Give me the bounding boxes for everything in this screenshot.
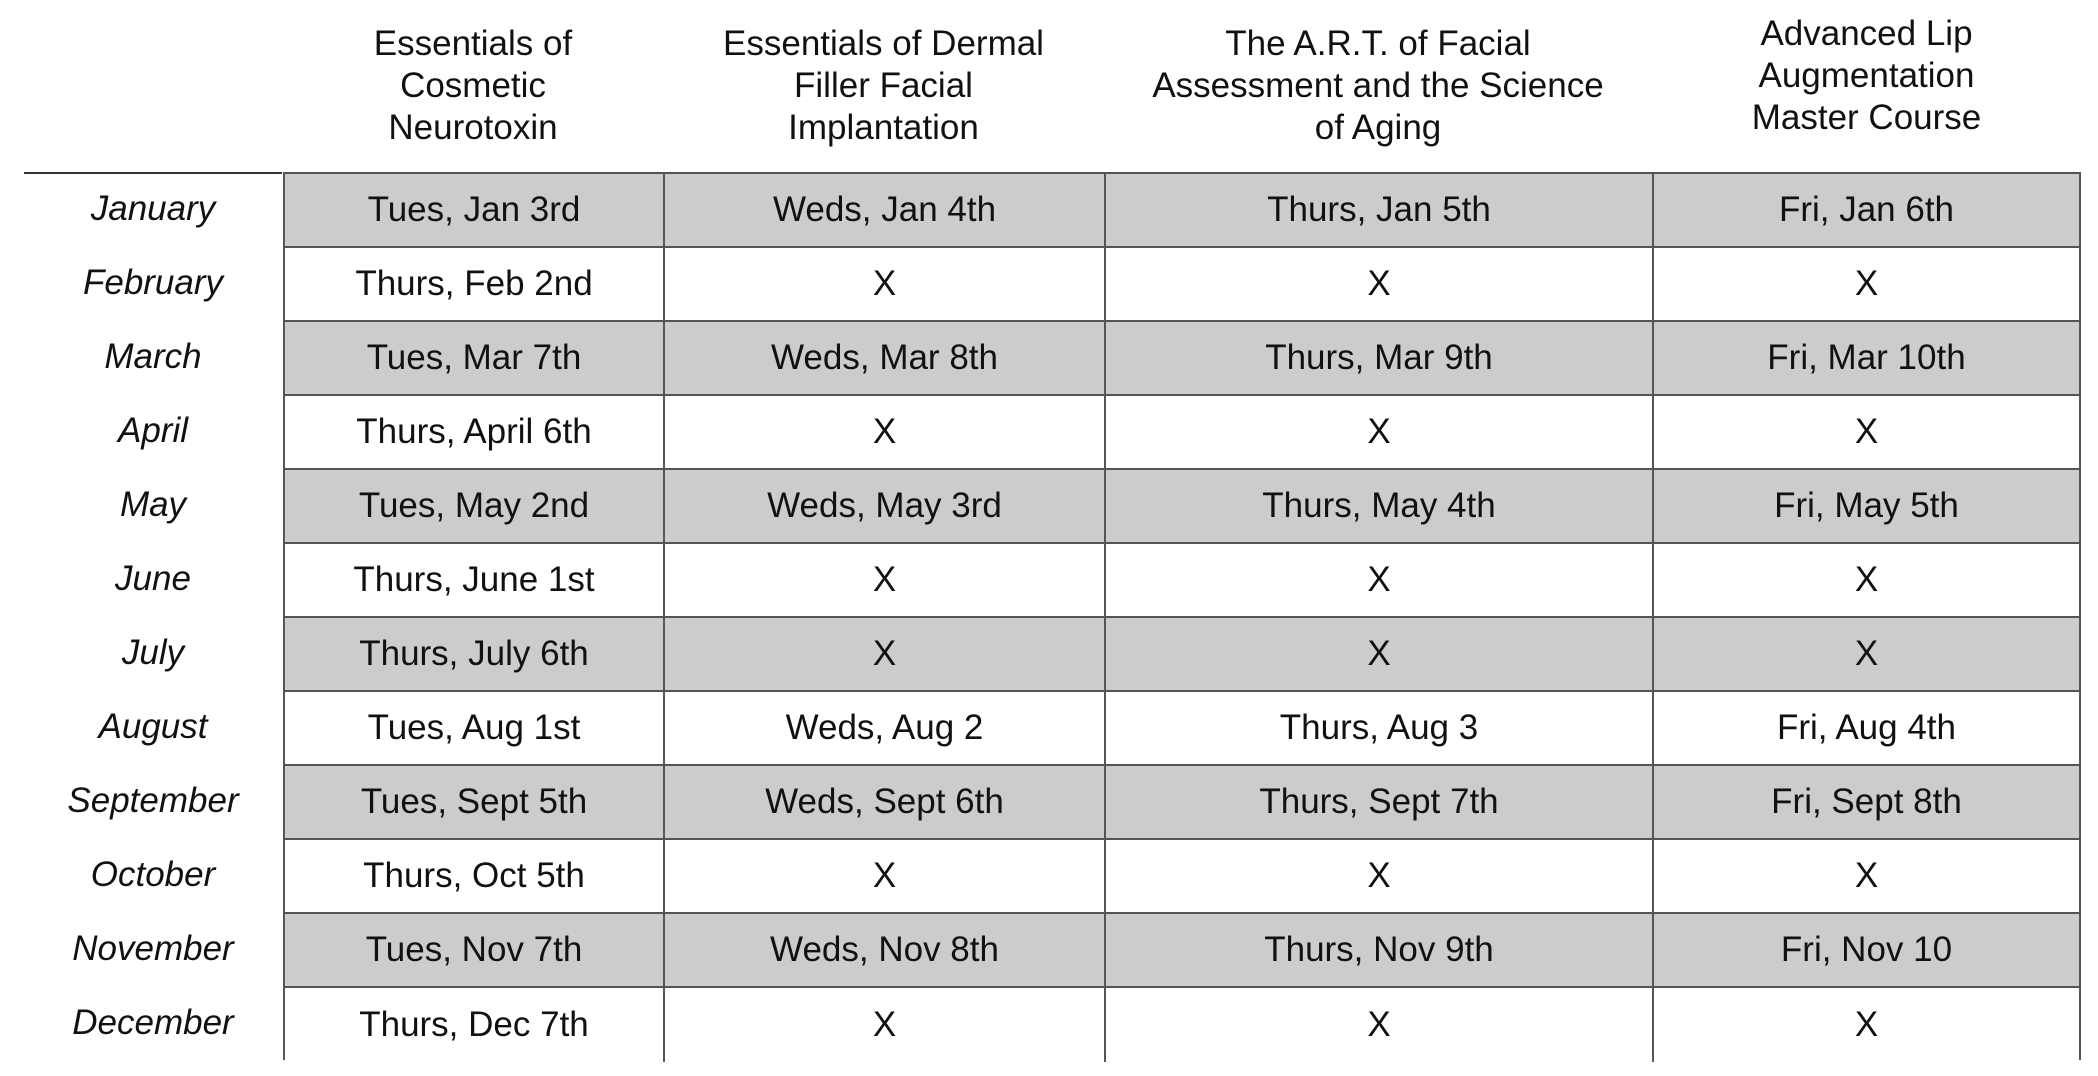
table-row <box>285 174 2079 248</box>
table-cell: X <box>665 840 1106 912</box>
month-label: December <box>72 1003 234 1042</box>
table-cell: X <box>665 988 1106 1062</box>
table-cell: X <box>1106 988 1654 1062</box>
table-cell: Tues, Aug 1st <box>285 692 665 764</box>
table-cell: Fri, Nov 10 <box>1780 930 1953 969</box>
table-cell: Weds, May 3rd <box>665 470 1106 542</box>
table-row <box>285 766 2079 840</box>
table-cell: Tues, Sept 5th <box>285 766 665 838</box>
table-cell: X <box>1106 396 1654 468</box>
month-label: August <box>98 707 208 746</box>
table-cell: Tues, Nov 7th <box>285 914 665 986</box>
table-cell: Fri, Aug 4th <box>1777 708 1956 747</box>
table-cell: X <box>1106 618 1654 690</box>
month-label: November <box>72 929 234 968</box>
table-cell: Weds, Sept 6th <box>665 766 1106 838</box>
table-row <box>285 322 2079 396</box>
table-row <box>285 396 2079 470</box>
table-cell: Thurs, Dec 7th <box>285 988 665 1062</box>
table-cell: X <box>1106 544 1654 616</box>
table-cell: Thurs, May 4th <box>1106 470 1654 542</box>
table-cell: Thurs, Jan 5th <box>1106 174 1654 246</box>
month-label: January <box>90 189 216 228</box>
column-header-label: Essentials of Dermal Filler Facial Implantation <box>723 24 1044 147</box>
table-row <box>285 840 2079 914</box>
month-label: March <box>104 337 202 376</box>
table-cell: Tues, May 2nd <box>285 470 665 542</box>
table-cell: X <box>1854 264 1879 303</box>
table-cell: Thurs, Sept 7th <box>1106 766 1654 838</box>
table-cell: Tues, Mar 7th <box>285 322 665 394</box>
month-label: September <box>67 781 239 820</box>
column-header-lip-augmentation <box>1652 0 2081 162</box>
table-cell: X <box>665 396 1106 468</box>
column-header-facial-assessment <box>1104 0 1652 172</box>
table-row <box>285 470 2079 544</box>
table-row <box>285 544 2079 618</box>
table-cell: X <box>1854 560 1879 599</box>
table-cell: Weds, Nov 8th <box>665 914 1106 986</box>
schedule-grid <box>283 172 2081 1060</box>
table-cell: Thurs, Aug 3 <box>1106 692 1654 764</box>
table-row <box>285 618 2079 692</box>
column-header-dermal-filler <box>663 0 1104 172</box>
table-cell: Weds, Mar 8th <box>665 322 1106 394</box>
table-cell: X <box>1854 412 1879 451</box>
table-cell: Thurs, July 6th <box>285 618 665 690</box>
table-cell: Thurs, June 1st <box>285 544 665 616</box>
table-cell: X <box>1854 856 1879 895</box>
table-cell: Thurs, Nov 9th <box>1106 914 1654 986</box>
column-header-label: Advanced Lip Augmentation Master Course <box>1751 14 1982 137</box>
column-header-label: Essentials of Cosmetic Neurotoxin <box>373 24 573 147</box>
table-cell: Fri, Mar 10th <box>1767 338 1966 377</box>
table-cell: Thurs, Mar 9th <box>1106 322 1654 394</box>
table-cell: Fri, Sept 8th <box>1771 782 1962 821</box>
table-row <box>285 914 2079 988</box>
table-cell: Thurs, April 6th <box>285 396 665 468</box>
month-label: May <box>119 485 187 524</box>
table-cell: X <box>665 544 1106 616</box>
table-row <box>285 692 2079 766</box>
table-cell: Weds, Aug 2 <box>665 692 1106 764</box>
month-label: July <box>121 633 185 672</box>
table-cell: Thurs, Oct 5th <box>285 840 665 912</box>
column-header-neurotoxin <box>283 0 663 172</box>
table-cell: X <box>1854 634 1879 673</box>
table-cell: X <box>665 618 1106 690</box>
table-cell: Fri, Jan 6th <box>1778 190 1955 229</box>
table-cell: X <box>1106 840 1654 912</box>
table-cell: Fri, May 5th <box>1774 486 1959 525</box>
column-header-label: The A.R.T. of Facial Assessment and the Science of Aging <box>1152 24 1604 147</box>
table-cell: Weds, Jan 4th <box>665 174 1106 246</box>
table-row <box>285 988 2079 1062</box>
month-label: February <box>82 263 224 302</box>
table-cell: X <box>1854 1005 1879 1044</box>
table-cell: Thurs, Feb 2nd <box>285 248 665 320</box>
month-label: April <box>117 411 189 450</box>
table-cell: X <box>1106 248 1654 320</box>
month-label: October <box>90 855 216 894</box>
table-row <box>285 248 2079 322</box>
table-cell: X <box>665 248 1106 320</box>
month-label: June <box>115 559 191 598</box>
table-cell: Tues, Jan 3rd <box>285 174 665 246</box>
